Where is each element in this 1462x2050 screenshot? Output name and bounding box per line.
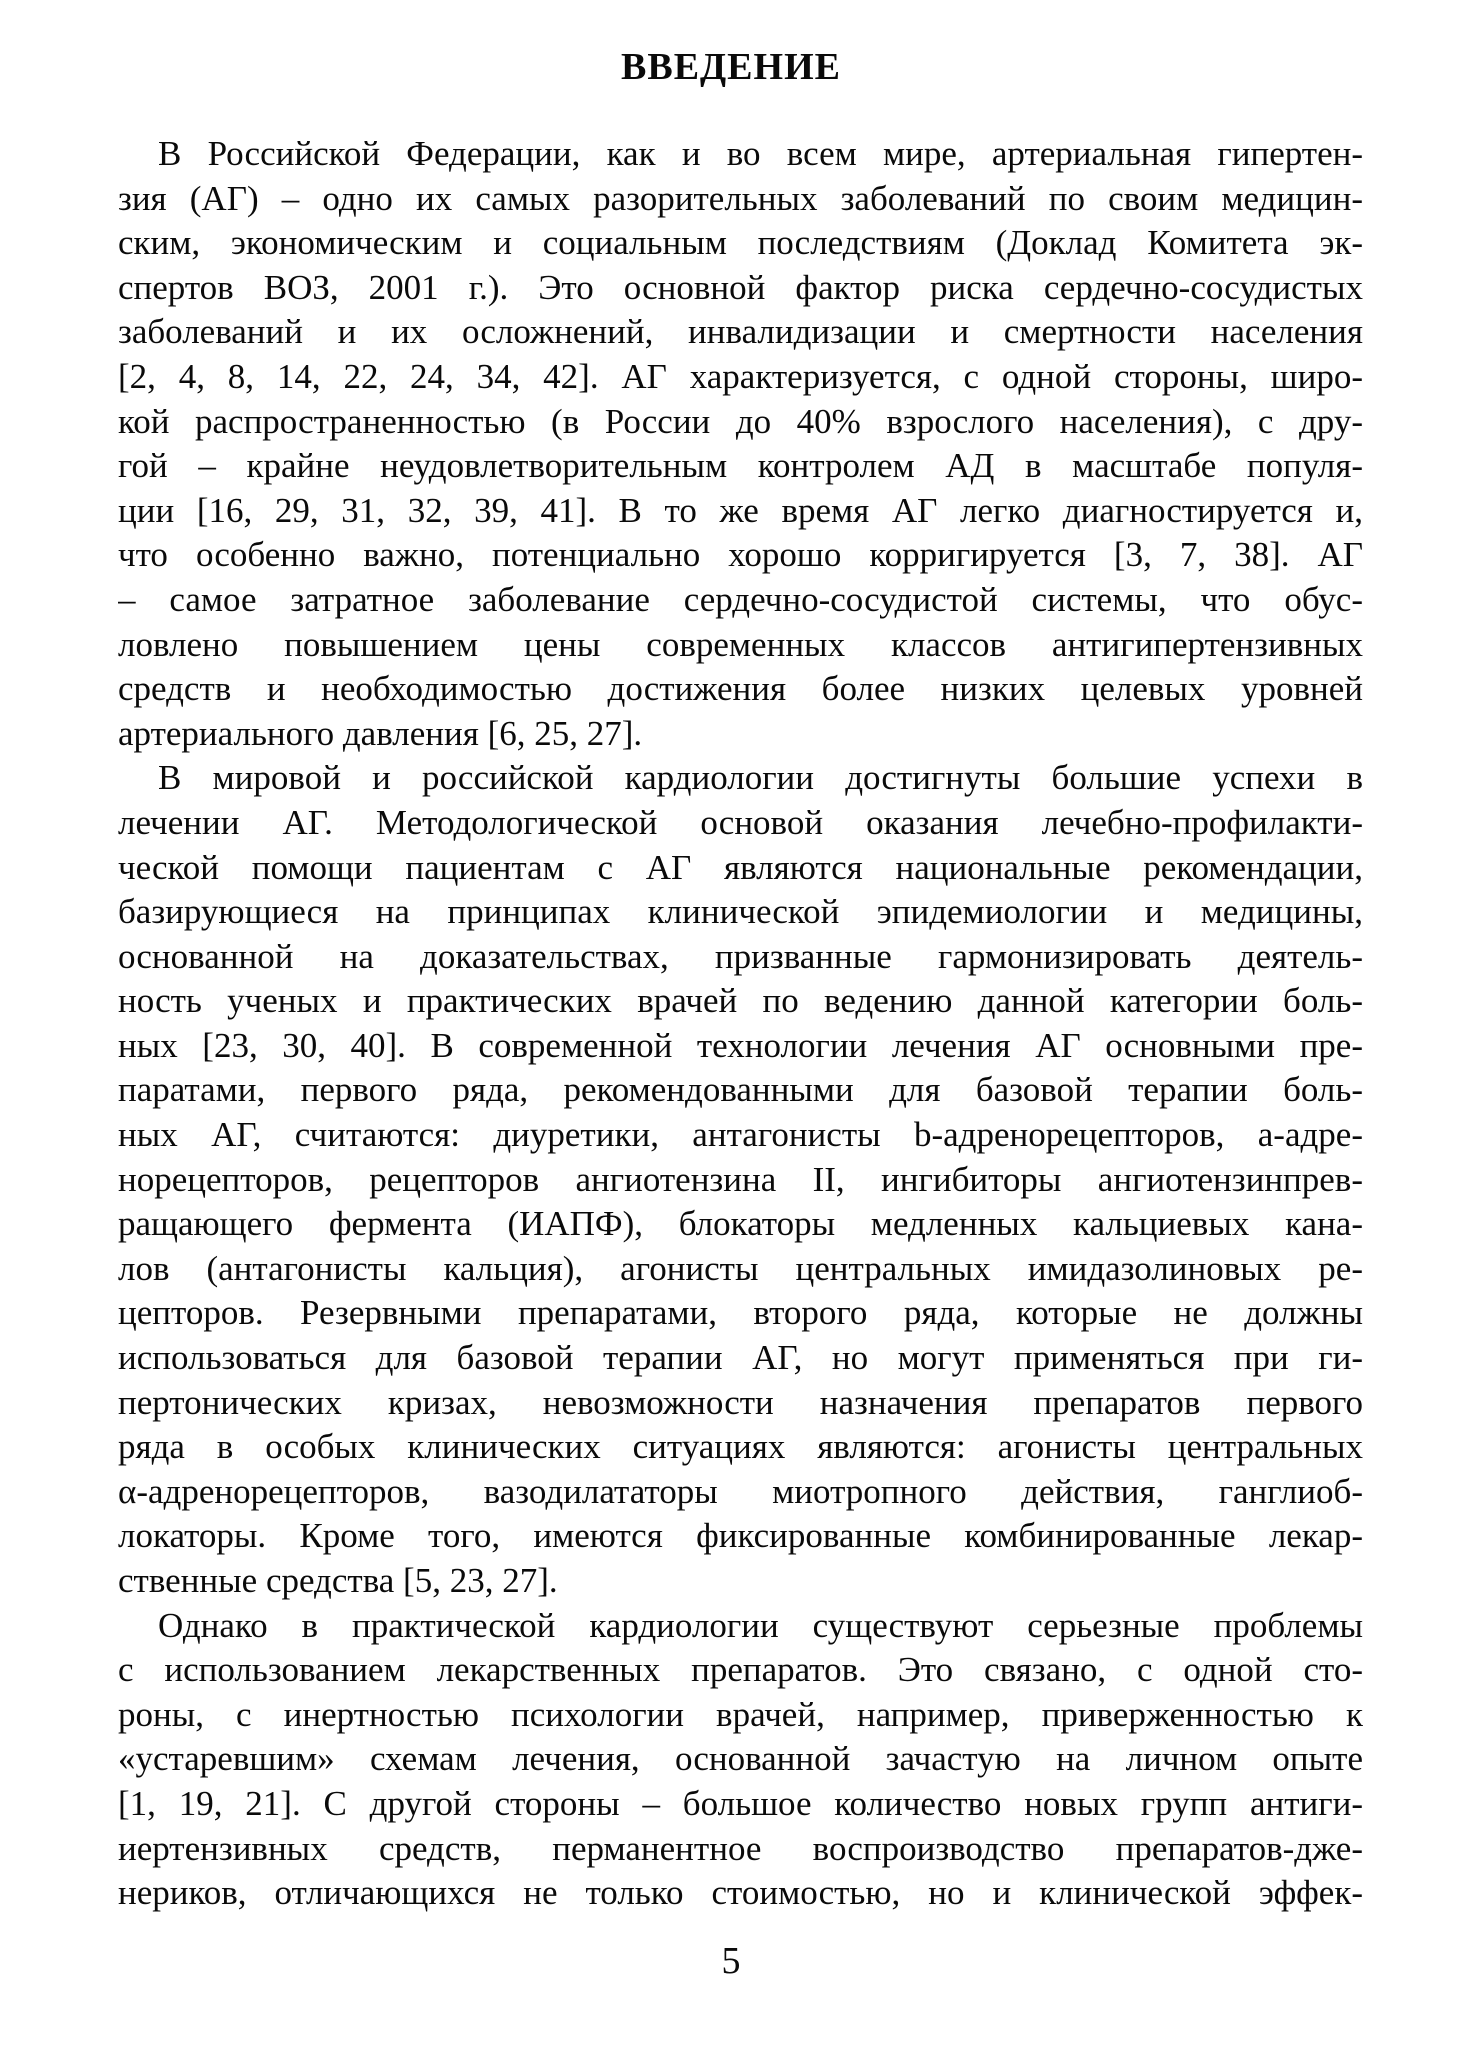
text-line: ращающего фермента (ИАПФ), блокаторы медленных кальциевых кана- — [118, 1204, 1363, 1244]
text-line: ность ученых и практических врачей по ведению данной категории боль- — [118, 981, 1363, 1021]
text-line: ским, экономическим и социальным последствиям (Доклад Комитета эк- — [118, 223, 1363, 263]
text-line: ных [23, 30, 40]. В современной технологии лечения АГ основными пре- — [118, 1025, 1363, 1065]
text-line: норецепторов, рецепторов ангиотензина II, ингибиторы ангиотензинпрев- — [118, 1159, 1363, 1199]
text-line: средств и необходимостью достижения более низких целевых уровней — [118, 669, 1363, 709]
text-line: иертензивных средств, перманентное воспроизводство препаратов-дже- — [118, 1828, 1363, 1868]
text-line: базирующиеся на принципах клинической эпидемиологии и медицины, — [118, 892, 1363, 932]
text-line: «устаревшим» схемам лечения, основанной зачастую на личном опыте — [118, 1739, 1363, 1779]
text-line: цепторов. Резервными препаратами, второго ряда, которые не должны — [118, 1293, 1363, 1333]
text-line: роны, с инертностью психологии врачей, например, приверженностью к — [118, 1694, 1363, 1734]
text-line: гой – крайне неудовлетворительным контролем АД в масштабе популя- — [118, 446, 1363, 486]
text-line: В мировой и российской кардиологии достигнуты большие успехи в — [158, 758, 1363, 798]
text-line: ряда в особых клинических ситуациях являются: агонисты центральных — [118, 1427, 1363, 1467]
text-line: ческой помощи пациентам с АГ являются национальные рекомендации, — [118, 847, 1363, 887]
text-line: спертов ВОЗ, 2001 г.). Это основной фактор риска сердечно-сосудистых — [118, 267, 1363, 307]
text-line: кой распространенностью (в России до 40% взрослого населения), с дру- — [118, 401, 1363, 441]
body-text — [118, 132, 1363, 1916]
text-line: что особенно важно, потенциально хорошо корригируется [3, 7, 38]. АГ — [118, 535, 1363, 575]
text-line: основанной на доказательствах, призванные гармонизировать деятель- — [118, 936, 1363, 976]
text-line: [2, 4, 8, 14, 22, 24, 34, 42]. АГ характеризуется, с одной стороны, широ- — [118, 356, 1363, 396]
text-line: α-адренорецепторов, вазодилататоры миотропного действия, ганглиоб- — [118, 1471, 1363, 1511]
text-line: артериального давления [6, 25, 27]. — [118, 713, 643, 753]
text-line: В Российской Федерации, как и во всем мире, артериальная гипертен- — [158, 134, 1363, 173]
text-line: Однако в практической кардиологии существуют серьезные проблемы — [158, 1605, 1363, 1645]
text-line: [1, 19, 21]. С другой стороны – большое количество новых групп антиги- — [118, 1783, 1363, 1823]
text-line: зия (АГ) – одно их самых разорительных заболеваний по своим медицин- — [118, 178, 1363, 218]
text-line: паратами, первого ряда, рекомендованными для базовой терапии боль- — [118, 1070, 1363, 1110]
text-line: заболеваний и их осложнений, инвалидизации и смертности населения — [118, 312, 1363, 352]
text-line: лечении АГ. Методологической основой оказания лечебно-профилакти- — [118, 802, 1363, 842]
text-line: – самое затратное заболевание сердечно-сосудистой системы, что обус- — [118, 579, 1363, 619]
text-line: нериков, отличающихся не только стоимостью, но и клинической эффек- — [118, 1873, 1363, 1913]
text-line: ловлено повышением цены современных классов антигипертензивных — [118, 624, 1363, 664]
page-title: ВВЕДЕНИЕ — [621, 46, 841, 88]
text-line: ственные средства [5, 23, 27]. — [118, 1561, 558, 1600]
text-line: с использованием лекарственных препаратов. Это связано, с одной сто- — [118, 1650, 1363, 1690]
text-line: ных АГ, считаются: диуретики, антагонисты b-адренорецепторов, a-адре- — [118, 1115, 1363, 1155]
text-line: пертонических кризах, невозможности назначения препаратов первого — [118, 1382, 1363, 1422]
text-line: ции [16, 29, 31, 32, 39, 41]. В то же время АГ легко диагностируется и, — [118, 490, 1363, 530]
text-line: локаторы. Кроме того, имеются фиксированные комбинированные лекар- — [118, 1516, 1363, 1556]
text-line: использоваться для базовой терапии АГ, но могут применяться при ги- — [118, 1338, 1363, 1378]
page-number: 5 — [721, 1940, 741, 1982]
text-line: лов (антагонисты кальция), агонисты центральных имидазолиновых ре- — [118, 1248, 1363, 1288]
